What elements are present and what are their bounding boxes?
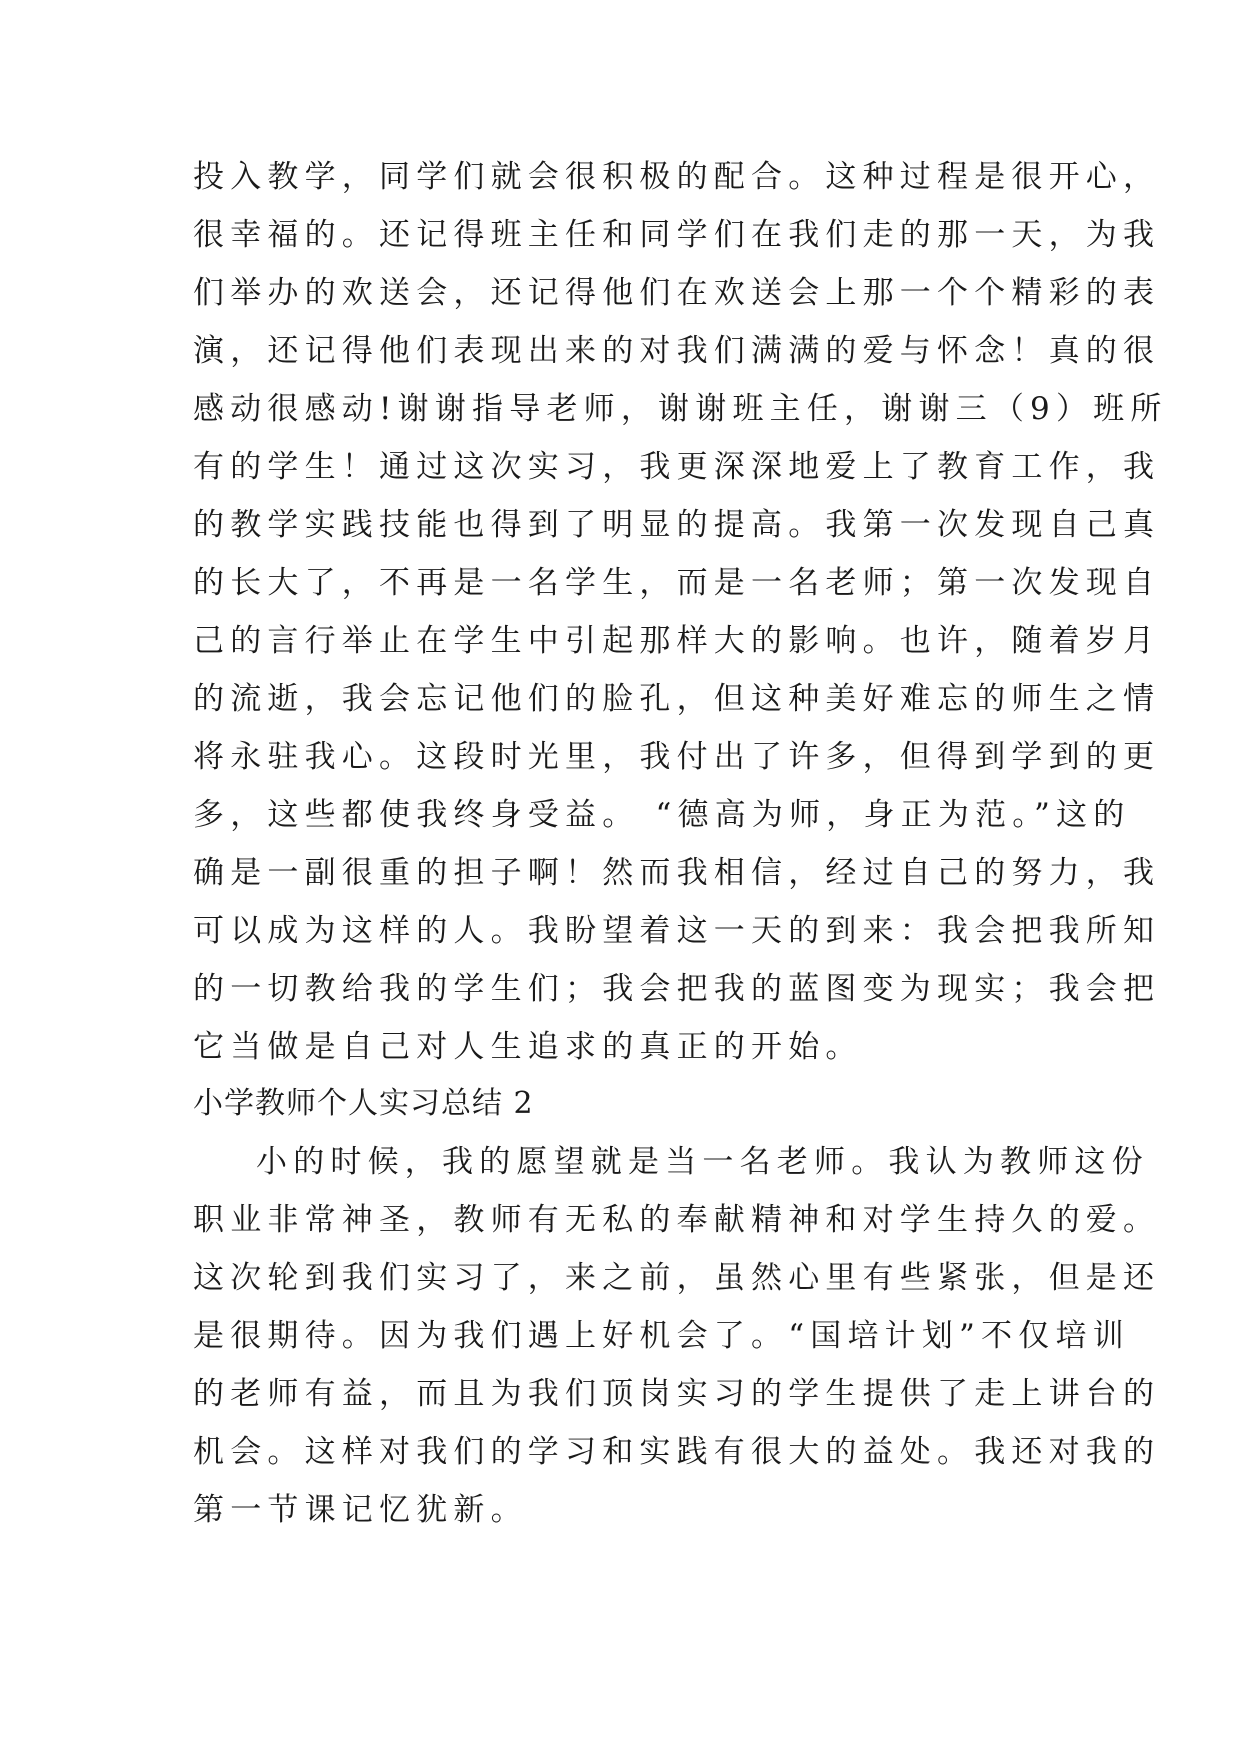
text-line: 投入教学，同学们就会很积极的配合。这种过程是很开心， xyxy=(193,159,1161,195)
text-line: 感动很感动!谢谢指导老师，谢谢班主任，谢谢三（9）班所 xyxy=(193,391,1168,427)
text-line: 演，还记得他们表现出来的对我们满满的爱与怀念！真的很 xyxy=(193,333,1161,369)
text-line: 职业非常神圣，教师有无私的奉献精神和对学生持久的爱。 xyxy=(193,1202,1161,1238)
text-line: 它当做是自己对人生追求的真正的开始。 xyxy=(193,1029,863,1065)
text-line: 有的学生！通过这次实习，我更深深地爱上了教育工作，我 xyxy=(193,449,1161,485)
text-line: 很幸福的。还记得班主任和同学们在我们走的那一天，为我 xyxy=(193,217,1161,253)
text-line: 的老师有益，而且为我们顶岗实习的学生提供了走上讲台的 xyxy=(193,1376,1161,1412)
text-line: 可以成为这样的人。我盼望着这一天的到来：我会把我所知 xyxy=(193,913,1161,949)
text-line: 这次轮到我们实习了，来之前，虽然心里有些紧张，但是还 xyxy=(193,1260,1161,1296)
text-line: 小的时候，我的愿望就是当一名老师。我认为教师这份 xyxy=(256,1144,1149,1180)
text-line: 的一切教给我的学生们；我会把我的蓝图变为现实；我会把 xyxy=(193,971,1161,1007)
text-line: 是很期待。因为我们遇上好机会了。“国培计划”不仅培训 xyxy=(193,1318,1130,1354)
text-line: 第一节课记忆犹新。 xyxy=(193,1492,528,1528)
text-line: 的流逝，我会忘记他们的脸孔，但这种美好难忘的师生之情 xyxy=(193,681,1161,717)
text-line: 们举办的欢送会，还记得他们在欢送会上那一个个精彩的表 xyxy=(193,275,1161,311)
text-line: 多，这些都使我终身受益。 “德高为师，身正为范。”这的 xyxy=(193,797,1131,833)
text-line: 的长大了，不再是一名学生，而是一名老师；第一次发现自 xyxy=(193,565,1161,601)
text-line: 机会。这样对我们的学习和实践有很大的益处。我还对我的 xyxy=(193,1434,1161,1470)
text-line: 确是一副很重的担子啊！然而我相信，经过自己的努力，我 xyxy=(193,855,1161,891)
section-heading: 小学教师个人实习总结 2 xyxy=(193,1086,534,1121)
text-line: 己的言行举止在学生中引起那样大的影响。也许，随着岁月 xyxy=(193,623,1161,659)
text-line: 的教学实践技能也得到了明显的提高。我第一次发现自己真 xyxy=(193,507,1161,543)
text-line: 将永驻我心。这段时光里，我付出了许多，但得到学到的更 xyxy=(193,739,1161,775)
